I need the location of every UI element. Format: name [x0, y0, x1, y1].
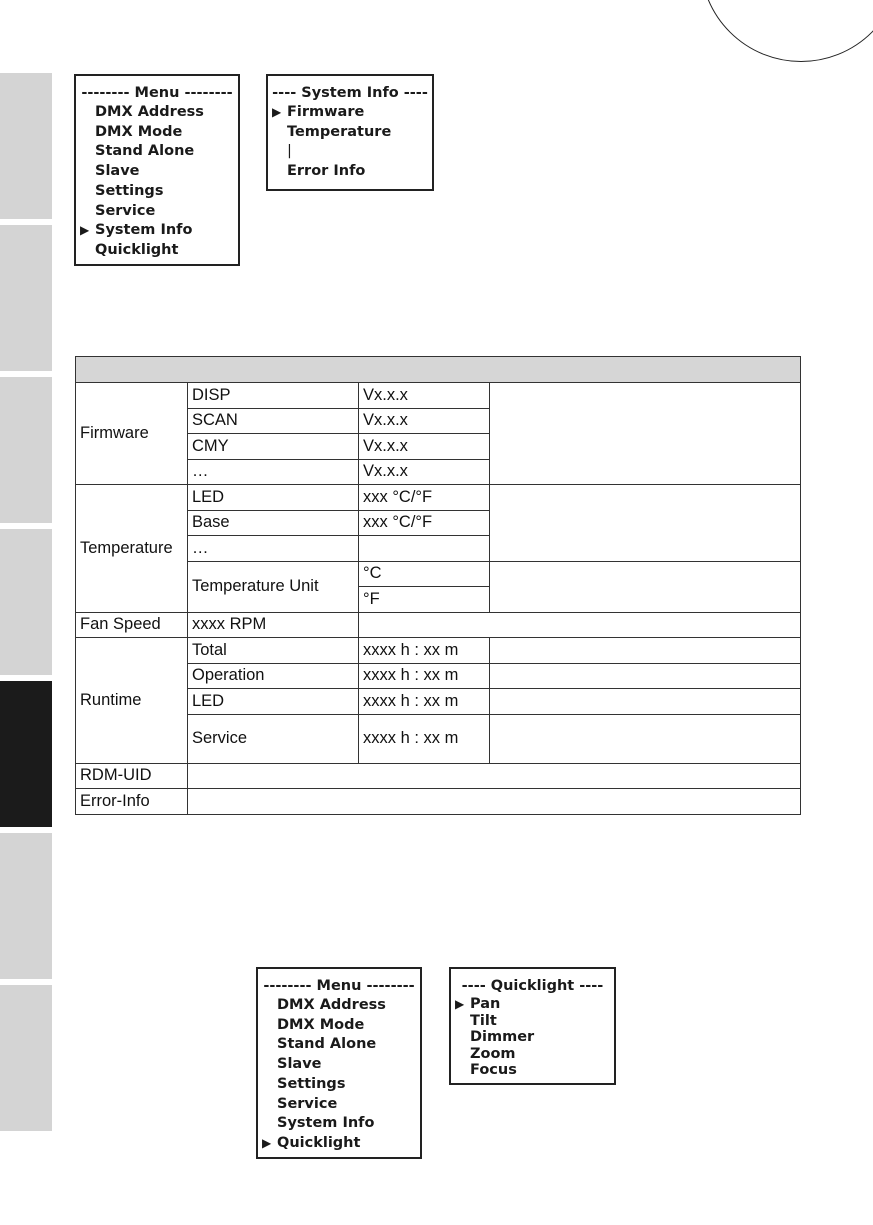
- menu-item-firmware[interactable]: [268, 103, 432, 123]
- menu-item-pan[interactable]: [451, 996, 614, 1013]
- cell-name: LED: [188, 689, 359, 715]
- menu-item-dmx-address[interactable]: DMX Address: [277, 997, 386, 1013]
- menu-title: ---- System Info ----: [272, 85, 428, 101]
- cell-value: xxxx h : xx m: [359, 638, 490, 664]
- chapter-tab[interactable]: [0, 225, 52, 371]
- menu-item-dimmer[interactable]: Dimmer: [470, 1029, 535, 1045]
- chapter-tabs: [0, 73, 52, 1137]
- menu-item-stand-alone[interactable]: Stand Alone: [95, 143, 195, 160]
- cell-description: [359, 612, 801, 638]
- chapter-tab[interactable]: [0, 985, 52, 1131]
- menu-title: -------- Menu --------: [263, 978, 415, 994]
- selection-arrow-icon: ▶: [455, 997, 465, 1011]
- menu-item-quicklight[interactable]: Quicklight: [95, 241, 179, 258]
- cell-value: Vx.x.x: [359, 383, 490, 409]
- quicklight-menu-display: [449, 967, 616, 1085]
- cell-name: …: [188, 536, 359, 562]
- main-menu-display: [74, 74, 240, 266]
- menu-item-settings[interactable]: Settings: [95, 182, 164, 199]
- cell-name: Operation: [188, 663, 359, 689]
- menu-item-settings[interactable]: Settings: [277, 1075, 346, 1092]
- cell-name: …: [188, 459, 359, 485]
- row-label-fan-speed: Fan Speed: [76, 612, 188, 638]
- cell-description: [490, 714, 801, 763]
- chapter-tab[interactable]: [0, 833, 52, 979]
- cell-value: xxxx RPM: [188, 612, 359, 638]
- menu-item-error-info[interactable]: Error Info: [287, 163, 366, 180]
- selection-arrow-icon: ▶: [262, 1135, 272, 1150]
- menu-item-zoom[interactable]: Zoom: [470, 1045, 516, 1062]
- chapter-tab[interactable]: [0, 73, 52, 219]
- cell-value: xxxx h : xx m: [359, 689, 490, 715]
- cell-name: SCAN: [188, 408, 359, 434]
- cell-name: LED: [188, 485, 359, 511]
- cell-description: [490, 561, 801, 612]
- cell-value: Vx.x.x: [359, 459, 490, 485]
- cell-unit-fahrenheit: °F: [359, 587, 490, 613]
- menu-title: ---- Quicklight ----: [461, 978, 604, 994]
- cell-description: [490, 663, 801, 689]
- main-menu-display: [256, 967, 422, 1159]
- menu-item-stand-alone[interactable]: Stand Alone: [277, 1036, 377, 1053]
- menu-item-temperature[interactable]: Temperature: [287, 123, 392, 140]
- cell-description: [490, 638, 801, 664]
- cell-unit-celsius: °C: [359, 561, 490, 587]
- selection-arrow-icon: ▶: [80, 223, 90, 238]
- menu-item-service[interactable]: Service: [277, 1095, 338, 1112]
- cell-value: xxxx h : xx m: [359, 714, 490, 763]
- menu-title: -------- Menu --------: [81, 85, 233, 101]
- selection-arrow-icon: ▶: [272, 105, 282, 119]
- menu-item-dmx-mode[interactable]: DMX Mode: [277, 1016, 365, 1033]
- chapter-tab[interactable]: [0, 377, 52, 523]
- menu-item-slave[interactable]: Slave: [95, 163, 140, 180]
- cell-value: Vx.x.x: [359, 408, 490, 434]
- cell-value: xxx °C/°F: [359, 510, 490, 536]
- row-label-runtime: Runtime: [76, 638, 188, 764]
- cell-name: DISP: [188, 383, 359, 409]
- menu-item-tilt[interactable]: Tilt: [470, 1012, 497, 1029]
- row-label-temperature: Temperature: [76, 485, 188, 613]
- row-label-rdm-uid: RDM-UID: [76, 763, 188, 789]
- chapter-tab[interactable]: [0, 529, 52, 675]
- menu-item-focus[interactable]: Focus: [470, 1062, 517, 1078]
- cell-value: [359, 536, 490, 562]
- menu-item-label: Firmware: [287, 104, 365, 120]
- page-corner-arc: [700, 0, 873, 62]
- cell-name: CMY: [188, 434, 359, 460]
- menu-item-dmx-mode[interactable]: DMX Mode: [95, 123, 183, 140]
- row-label-error-info: Error-Info: [76, 789, 188, 815]
- menu-ellipsis-separator: |: [287, 143, 292, 160]
- cell-description: [490, 485, 801, 562]
- cell-value: xxxx h : xx m: [359, 663, 490, 689]
- menu-item-system-info[interactable]: [76, 221, 238, 241]
- cell-name: Total: [188, 638, 359, 664]
- menu-item-slave[interactable]: Slave: [277, 1056, 322, 1073]
- menu-item-dmx-address[interactable]: DMX Address: [95, 104, 204, 120]
- cell-description: [490, 383, 801, 485]
- menu-item-quicklight[interactable]: [258, 1134, 420, 1154]
- row-label-firmware: Firmware: [76, 383, 188, 485]
- cell-description: [490, 689, 801, 715]
- system-info-menu-display: [266, 74, 434, 191]
- menu-item-service[interactable]: Service: [95, 202, 156, 219]
- cell-name: Service: [188, 714, 359, 763]
- chapter-tab-active[interactable]: [0, 681, 52, 827]
- menu-item-label: Pan: [470, 996, 501, 1012]
- menu-item-system-info[interactable]: System Info: [277, 1115, 375, 1132]
- cell-description: [188, 789, 801, 815]
- cell-value: Vx.x.x: [359, 434, 490, 460]
- menu-item-label: Quicklight: [277, 1134, 361, 1151]
- cell-name: Base: [188, 510, 359, 536]
- menu-item-label: System Info: [95, 222, 193, 239]
- table-header-row: [76, 357, 801, 383]
- system-info-table: [75, 356, 801, 815]
- cell-description: [188, 763, 801, 789]
- cell-value: xxx °C/°F: [359, 485, 490, 511]
- cell-name-temperature-unit: Temperature Unit: [188, 561, 359, 612]
